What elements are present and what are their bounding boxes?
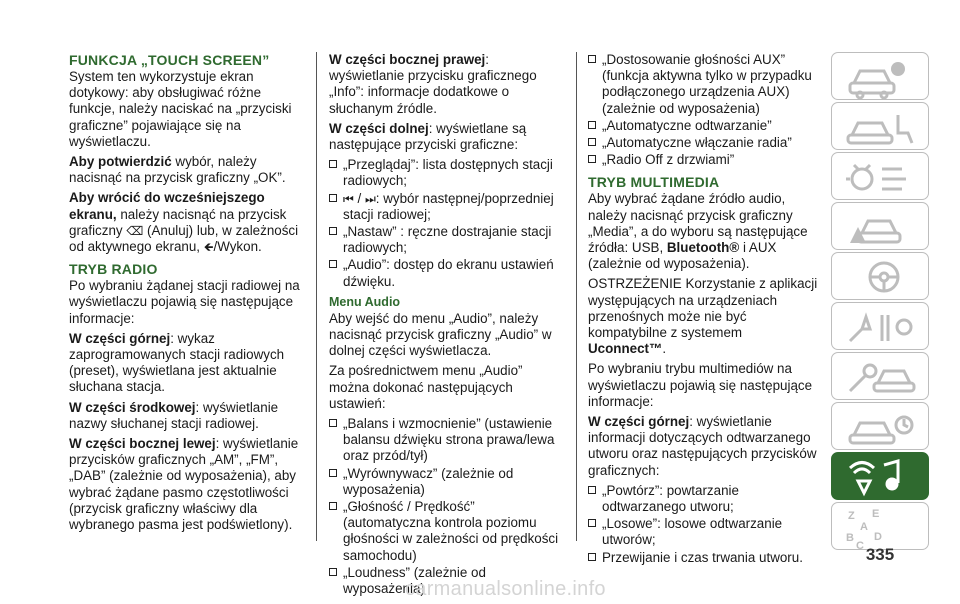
wrench-car-icon <box>832 353 930 401</box>
right-text: : wyświetlanie przycisku graficznego „Info”: informacje dodatkowe o słuchanym źródle. <box>329 52 537 116</box>
list-item-text: „Powtórz”: powtarzanie odtwarzanego utworu; <box>602 482 739 515</box>
checkbox-bullet-icon <box>588 155 596 163</box>
column-divider-2 <box>576 52 577 541</box>
confirm-text: wybór, należy nacisnąć na przycisk graficzny „OK”. <box>69 154 286 186</box>
page-number: 335 <box>865 545 895 564</box>
top-bold: W części górnej <box>69 330 171 346</box>
list-item <box>588 516 820 548</box>
checkbox-bullet-icon <box>588 138 596 146</box>
list-item <box>329 499 565 564</box>
media-top-bold: W części górnej <box>588 414 690 430</box>
prev-next-separator: / <box>353 190 365 206</box>
paragraph-media-top <box>588 414 820 479</box>
list-item-text: „Loudness” (zależnie od wyposażenia) <box>343 564 486 597</box>
back-text-2: (Anuluj) lub, w zależności od aktywnego ekranu, <box>69 222 299 255</box>
checkbox-bullet-icon <box>329 260 337 268</box>
back-bold: Aby wrócić do wcześniejszego ekranu, <box>69 190 265 222</box>
list-item-text: : wybór następnej/poprzedniej stacji radiowej; <box>343 190 554 222</box>
heading-radio-mode: TRYB RADIO <box>69 261 158 278</box>
svg-text:C: C <box>856 540 864 551</box>
list-item <box>329 416 565 465</box>
watermark: carmanualsonline.info <box>405 578 606 600</box>
tab-warning-lights[interactable] <box>831 152 929 200</box>
list-item <box>329 157 565 189</box>
tab-alerts[interactable] <box>831 202 929 250</box>
heading-multimedia-mode: TRYB MULTIMEDIA <box>588 174 720 191</box>
list-item-text: „Audio”: dostęp do ekranu ustawień dźwięku. <box>343 257 554 289</box>
checkbox-bullet-icon <box>329 502 337 510</box>
car-seat-icon <box>832 103 930 151</box>
chapter-tabs <box>831 52 929 552</box>
tools-icon <box>832 303 930 351</box>
previous-track-icon: ⏮ <box>343 191 354 206</box>
column-1 <box>69 52 300 537</box>
svg-text:B: B <box>846 532 854 544</box>
tab-steering[interactable] <box>831 252 929 300</box>
paragraph-confirm <box>69 154 300 186</box>
index-icon <box>832 503 930 551</box>
warning-light-icon <box>832 153 930 201</box>
paragraph-bottom-part <box>329 121 565 153</box>
list-item-text: „Wyrównywacz” (zależnie od wyposażenia) <box>343 465 514 497</box>
list-item <box>329 224 565 256</box>
back-arrow-icon: 🡸 <box>203 240 214 255</box>
car-info-icon <box>832 53 930 101</box>
list-item <box>588 550 820 566</box>
tab-car-seat[interactable] <box>831 102 929 150</box>
bottom-bold: W części dolnej <box>329 120 429 136</box>
middle-bold: W części środkowej <box>69 399 196 415</box>
steering-wheel-icon <box>832 253 930 301</box>
media-text-1: Aby wybrać żądane źródło audio, należy nacisnąć przycisk graficzny „Media”, a do wyboru są następujące źródła: USB, <box>588 191 808 256</box>
left-text: : wyświetlanie przycisków graficznych „AM”, „FM”, „DAB” (zależnie od wyposażenia), aby wybrać żądane pasmo częstotliwości (przycisk graficzny właściwy dla wybranego pasma jest podświetlony). <box>69 436 299 533</box>
top-text: : wykaz zaprogramowanych stacji radiowych (preset), wyświetlana jest aktualnie słuchana stacja. <box>69 330 285 395</box>
paragraph-media-1 <box>588 191 820 272</box>
checkbox-bullet-icon <box>588 121 596 129</box>
tech-specs-icon <box>832 403 930 451</box>
warning-end: . <box>662 341 667 357</box>
list-item-text: „Losowe”: losowe odtwarzanie utworów; <box>602 516 783 548</box>
list-item-text: „Nastaw” : ręczne dostrajanie stacji radiowych; <box>343 224 552 256</box>
tab-maintenance[interactable] <box>831 352 929 400</box>
list-item-text: „Balans i wzmocnienie” (ustawienie balansu dźwięku strona prawa/lewa oraz przód/tył) <box>343 416 555 464</box>
tab-car-info[interactable] <box>831 52 929 100</box>
column-2 <box>329 52 565 598</box>
svg-text:D: D <box>874 531 882 543</box>
paragraph-radio-intro: Po wybraniu żądanej stacji radiowej na wyświetlaczu pojawią się następujące informacje: <box>69 278 300 326</box>
tab-specs[interactable] <box>831 402 929 450</box>
checkbox-bullet-icon <box>329 568 337 576</box>
list-item-text: „Radio Off z drzwiami” <box>602 152 735 168</box>
svg-text:A: A <box>860 521 868 533</box>
checkbox-bullet-icon <box>329 227 337 235</box>
right-bold: W części bocznej prawej <box>329 52 486 67</box>
middle-text: : wyświetlanie nazwy słuchanej stacji radiowej. <box>69 399 279 431</box>
paragraph-audio-1: Aby wejść do menu „Audio”, należy nacisnąć przycisk graficzny „Audio” w dolnej części wyświetlacza. <box>329 310 552 359</box>
list-item-text: „Przeglądaj”: lista dostępnych stacji radiowych; <box>343 157 553 189</box>
heading-audio-menu: Menu Audio <box>329 294 401 309</box>
checkbox-bullet-icon <box>588 519 596 527</box>
list-item <box>588 152 820 168</box>
paragraph-touch-intro: System ten wykorzystuje ekran dotykowy: aby obsługiwać różne funkcje, należy naciskać na „przyciski graficzne” pojawiające się na wyświetlaczu. <box>69 69 292 149</box>
media-text-1b: i AUX (zależnie od wyposażenia). <box>588 240 777 272</box>
checkbox-bullet-icon <box>329 419 337 427</box>
checkbox-bullet-icon <box>329 160 337 168</box>
tab-multimedia[interactable] <box>831 452 929 500</box>
warning-text: OSTRZEŻENIE Korzystanie z aplikacji występujących na urządzeniach przenośnych może nie być kompatybilne z systemem <box>588 276 818 341</box>
bluetooth-bold: Bluetooth® <box>666 240 740 256</box>
list-item-text: „Automatyczne odtwarzanie” <box>602 117 772 133</box>
list-item <box>588 483 820 515</box>
back-text-3: /Wykon. <box>213 239 262 255</box>
checkbox-bullet-icon <box>588 553 596 561</box>
paragraph-top-part <box>69 331 300 396</box>
tab-tools[interactable] <box>831 302 929 350</box>
checkbox-bullet-icon <box>588 55 596 63</box>
left-bold: W części bocznej lewej <box>69 436 216 452</box>
list-item-text: „Automatyczne włączanie radia” <box>602 135 792 151</box>
svg-text:E: E <box>872 508 880 520</box>
multimedia-icon <box>832 453 930 501</box>
media-top-text: : wyświetlanie informacji dotyczących odtwarzanego utworu oraz następujących przycisków graficznych: <box>588 414 817 478</box>
svg-text:Z: Z <box>848 510 855 522</box>
list-item <box>329 466 565 498</box>
alert-car-icon <box>832 203 930 251</box>
uconnect-bold: Uconnect™ <box>588 341 663 357</box>
paragraph-media-2: Po wybraniu trybu multimediów na wyświetlaczu pojawią się następujące informacje: <box>588 361 813 409</box>
list-item-text: „Dostosowanie głośności AUX” (funkcja aktywna tylko w przypadku podłączonego urządzenia AUX) (zależnie od wyposażenia) <box>602 52 812 116</box>
column-3 <box>588 52 820 567</box>
paragraph-middle-part <box>69 400 300 432</box>
list-item <box>588 52 820 117</box>
paragraph-right-part <box>329 52 565 117</box>
cancel-icon: ⌫ <box>126 223 144 238</box>
confirm-bold: Aby potwierdzić <box>69 154 172 170</box>
column-divider-1 <box>316 52 317 541</box>
paragraph-left-part <box>69 436 300 533</box>
paragraph-audio-2: Za pośrednictwem menu „Audio” można dokonać następujących ustawień: <box>329 363 523 411</box>
list-item <box>329 191 565 223</box>
tab-index[interactable] <box>831 502 929 550</box>
list-item-text: Przewijanie i czas trwania utworu. <box>602 549 803 565</box>
list-item-text: „Głośność / Prędkość” (automatyczna kontrola poziomu głośności w zależności od prędkości samochodu) <box>343 499 559 563</box>
back-text-1: należy nacisnąć na przycisk graficzny <box>69 206 287 238</box>
list-item <box>329 257 565 289</box>
paragraph-back <box>69 190 300 255</box>
heading-touch-screen: FUNKCJA „TOUCH SCREEN” <box>69 52 270 68</box>
list-item <box>588 118 820 134</box>
checkbox-bullet-icon <box>329 194 337 202</box>
checkbox-bullet-icon <box>329 469 337 477</box>
list-item <box>588 135 820 151</box>
checkbox-bullet-icon <box>588 486 596 494</box>
bottom-text: : wyświetlane są następujące przyciski graficzne: <box>329 120 527 153</box>
next-track-icon: ⏭ <box>364 191 376 206</box>
paragraph-warning <box>588 276 820 357</box>
